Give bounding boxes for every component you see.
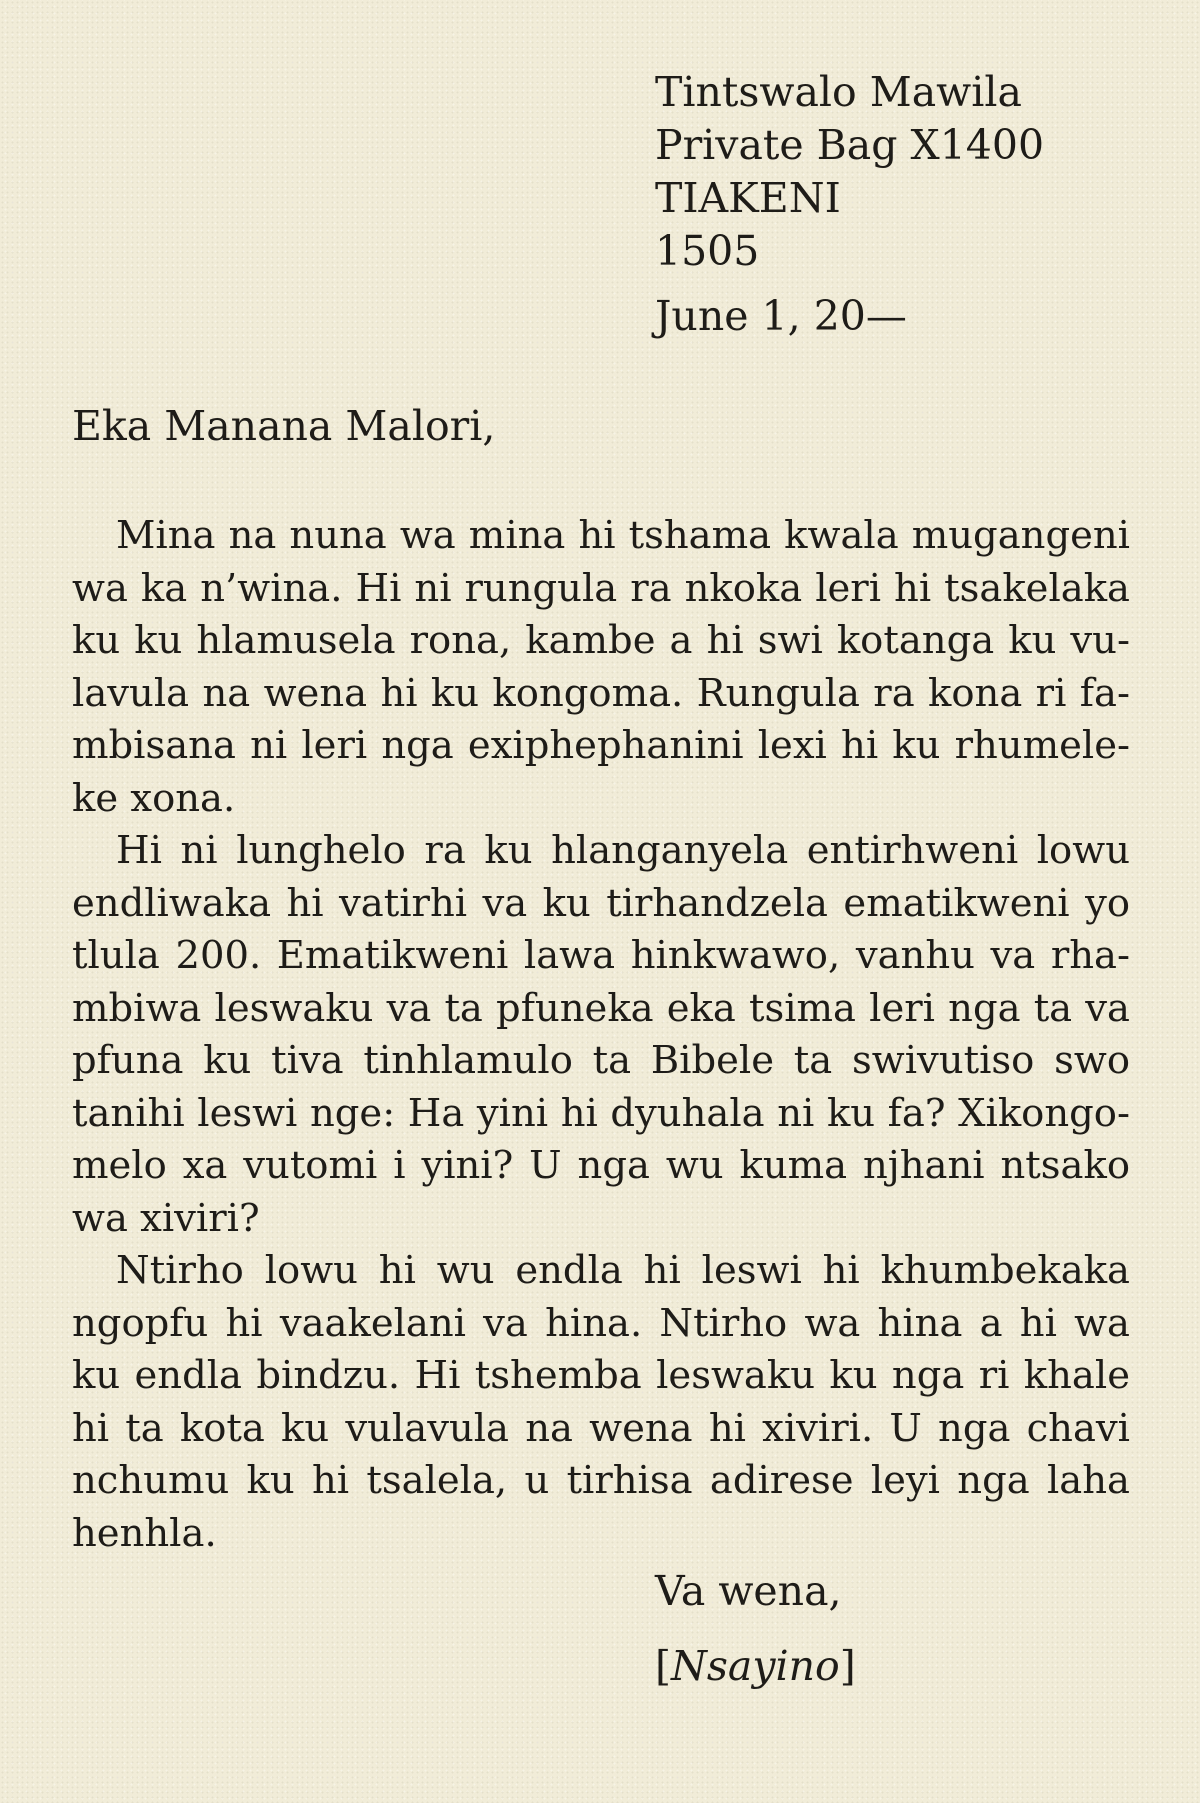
salutation: Eka Manana Malori, [72,402,496,450]
signature-line [655,1640,856,1693]
body-paragraph-2: Hi ni lunghelo ra ku hlanganyela entirhweni lowu endliwaka hi vatirhi va ku tirhandzela ematikweni yo tlula 200. Ematikweni lawa hinkwawo, vanhu va rhambiwa leswaku va ta pfuneka eka tsima leri nga ta va pfuna ku tiva tinhlamulo ta Bibele ta swivutiso swo tanihi leswi nge: Ha yini hi dyuhala ni ku fa? Xikongomelo xa vutomi i yini? U nga wu kuma njhani ntsako wa xiviri? [72,828,1130,1241]
signature-name: Nsayino [671,1642,840,1690]
sender-postal-code: 1505 [655,227,760,275]
signature-close-bracket: ] [839,1642,856,1690]
letter-date: June 1, 20— [655,292,907,340]
sender-address-block [655,66,1044,278]
signature-open-bracket: [ [655,1642,671,1690]
body-paragraph-3: Ntirho lowu hi wu endla hi leswi hi khumbekaka ngopfu hi vaakelani va hina. Ntirho wa hina a hi wa ku endla bindzu. Hi tshemba leswaku ku nga ri khale hi ta kota ku vulavula na wena hi xiviri. U nga chavi nchumu ku hi tsalela, u tirhisa adirese leyi nga laha henhla. [72,1248,1130,1556]
sender-address-line: Private Bag X1400 [655,121,1045,169]
sender-town: TIAKENI [655,174,841,222]
closing: Va wena, [655,1567,842,1615]
body-paragraph-1: Mina na nuna wa mina hi tshama kwala mugangeni wa ka n’wina. Hi ni rungula ra nkoka leri hi tsakelaka ku ku hlamusela rona, kambe a hi swi kotanga ku vulavula na wena hi ku kongoma. Rungula ra kona ri fambisana ni leri nga exiphephanini lexi hi ku rhumeleke xona. [72,513,1130,821]
sender-name: Tintswalo Mawila [655,68,1022,116]
letter-body [72,510,1130,1560]
